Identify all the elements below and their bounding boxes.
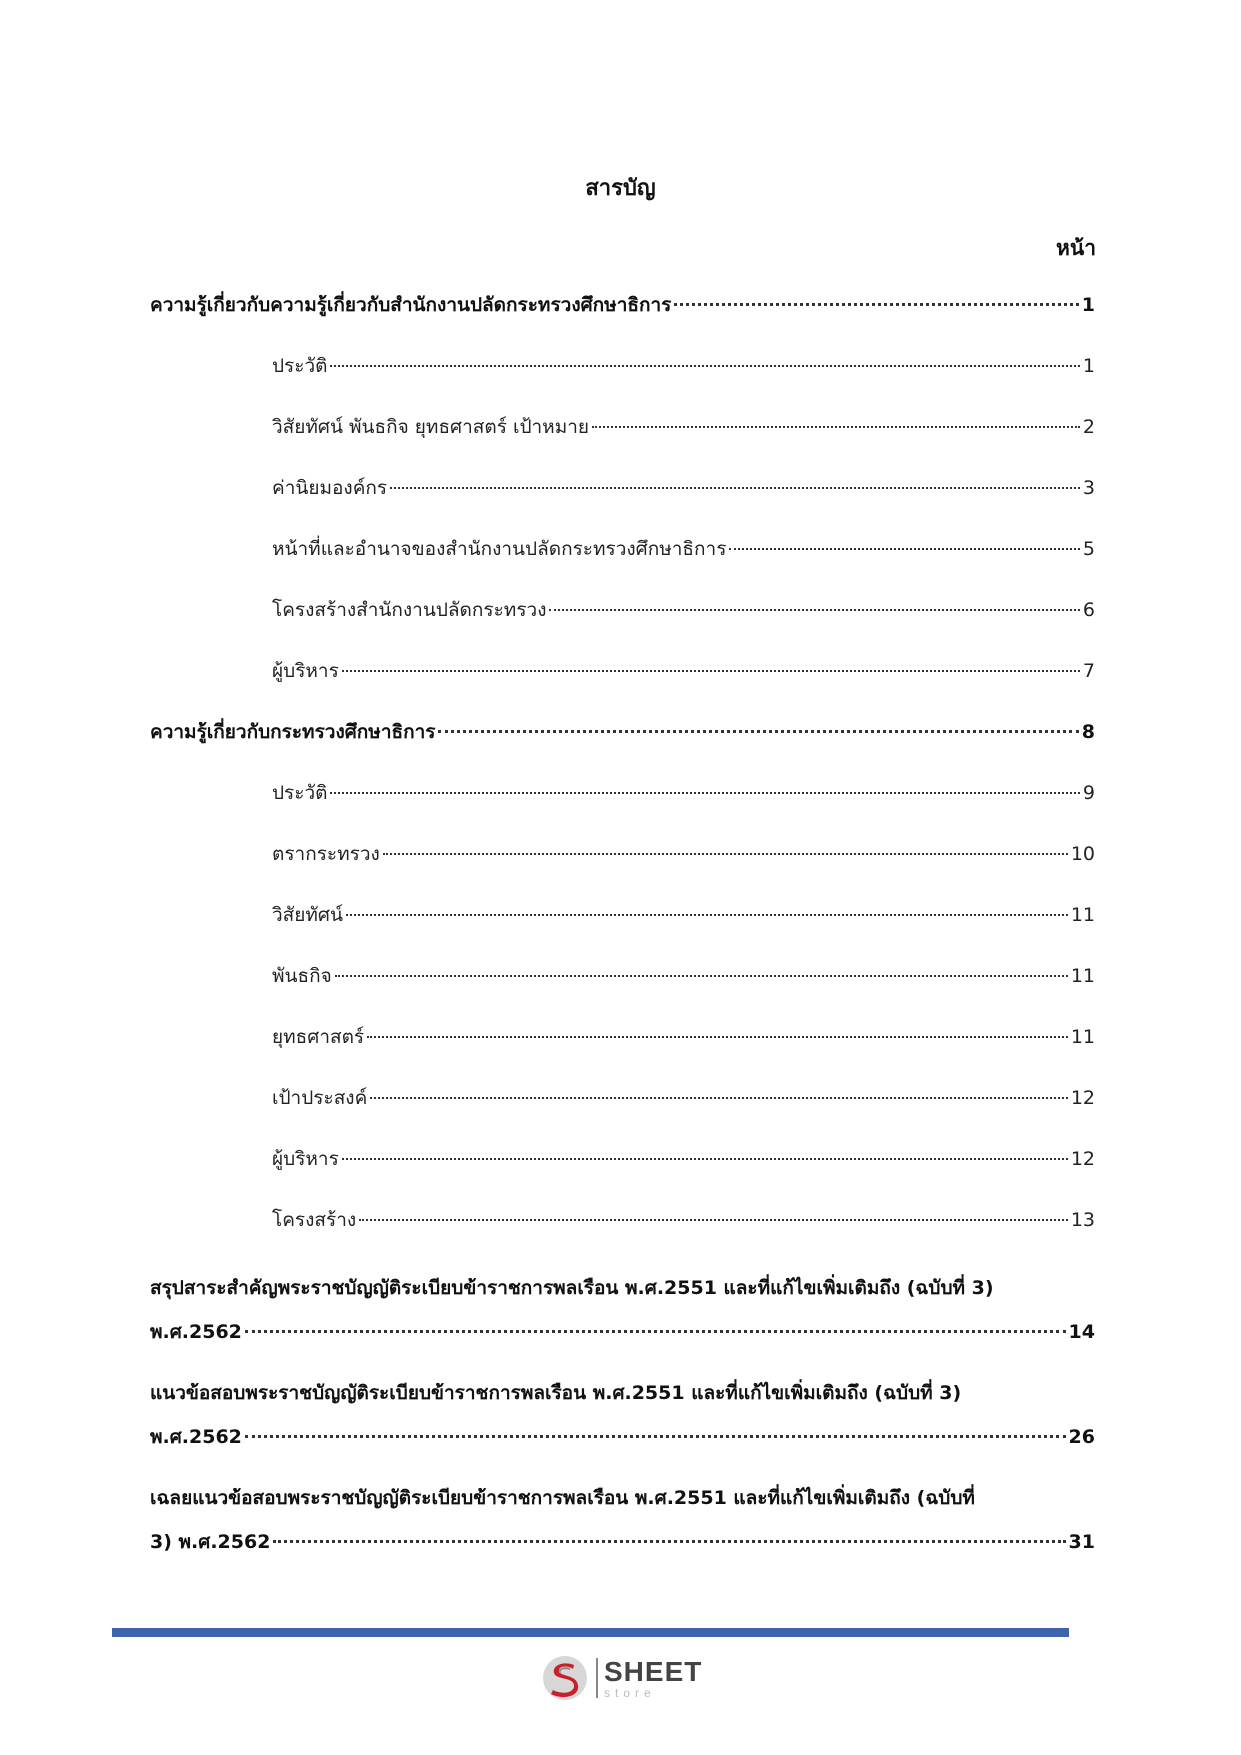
toc-entry-title: ยุทธศาสตร์ [272,1026,365,1048]
toc-dot-leader [383,853,1068,855]
toc-entry-title: ค่านิยมองค์กร [272,477,388,499]
toc-row [150,1310,1095,1354]
toc-dot-leader [370,1097,1068,1099]
toc-page-number: 26 [1068,1426,1095,1448]
toc-page-number: 12 [1070,1087,1095,1109]
toc-row [150,351,1095,412]
toc-entry[interactable] [150,534,1095,595]
toc-entry[interactable] [150,778,1095,839]
toc-entry-title: ประวัติ [272,782,328,804]
toc-entry[interactable] [150,1371,1095,1459]
toc-dot-leader [245,1435,1066,1438]
toc-dot-leader [330,365,1079,367]
toc-row [150,1415,1095,1459]
toc-dot-leader [346,914,1068,916]
page-column-label: หน้า [1056,236,1096,260]
toc-row [150,1205,1095,1266]
toc-entry[interactable] [150,595,1095,656]
toc-entry-title: โครงสร้างสำนักงานปลัดกระทรวง [272,599,547,621]
footer-logo [540,1653,702,1703]
toc-entry-title: วิสัยทัศน์ [272,904,343,926]
toc-entry[interactable] [150,961,1095,1022]
toc-entry[interactable] [150,412,1095,473]
toc-entry-title: สรุปสาระสำคัญพระราชบัญญัติระเบียบข้าราชการพลเรือน พ.ศ.2551 และที่แก้ไขเพิ่มเติมถึง (ฉบับที่ 3) [150,1277,994,1299]
toc-page-number: 11 [1070,904,1095,926]
toc-page-number: 8 [1081,721,1095,743]
toc-entry[interactable] [150,839,1095,900]
toc-dot-leader [330,792,1079,794]
toc-entry-title: เฉลยแนวข้อสอบพระราชบัญญัติระเบียบข้าราชการพลเรือน พ.ศ.2551 และที่แก้ไขเพิ่มเติมถึง (ฉบับที่ [150,1487,975,1509]
toc-row [150,778,1095,839]
toc-page-number: 5 [1082,538,1095,560]
toc-entry-title: หน้าที่และอำนาจของสำนักงานปลัดกระทรวงศึกษาธิการ [272,538,727,560]
toc-entry[interactable] [150,290,1095,351]
toc-page-number: 13 [1070,1209,1095,1231]
toc-row [150,839,1095,900]
toc-entry-title: ความรู้เกี่ยวกับกระทรวงศึกษาธิการ [150,721,436,743]
toc-entry-title: เป้าประสงค์ [272,1087,368,1109]
toc-entry[interactable] [150,1022,1095,1083]
table-of-contents [150,290,1095,1581]
toc-entry-title: พันธกิจ [272,965,332,987]
toc-page-number: 1 [1081,294,1095,316]
logo-brand-main: SHEET [604,1655,703,1687]
toc-row [150,595,1095,656]
toc-row [150,1144,1095,1205]
toc-dot-leader [592,426,1080,428]
logo-brand-sub: store [604,1685,656,1700]
toc-row [150,1083,1095,1144]
toc-row [150,1520,1095,1564]
toc-entry-title: ผู้บริหาร [272,660,339,682]
toc-entry-title: แนวข้อสอบพระราชบัญญัติระเบียบข้าราชการพลเรือน พ.ศ.2551 และที่แก้ไขเพิ่มเติมถึง (ฉบับที่ 3) [150,1382,962,1404]
toc-entry-title: วิสัยทัศน์ พันธกิจ ยุทธศาสตร์ เป้าหมาย [272,416,590,438]
toc-dot-leader [367,1036,1068,1038]
toc-entry[interactable] [150,717,1095,778]
toc-row [150,412,1095,473]
toc-dot-leader [335,975,1068,977]
footer-divider [112,1628,1069,1637]
toc-entry[interactable] [150,900,1095,961]
toc-entry-title: 3) พ.ศ.2562 [150,1531,271,1553]
toc-row [150,534,1095,595]
toc-dot-leader [729,548,1080,550]
toc-entry-title: ผู้บริหาร [272,1148,339,1170]
toc-entry[interactable] [150,1476,1095,1564]
toc-dot-leader [359,1219,1068,1221]
toc-row [150,290,1095,351]
toc-dot-leader [390,487,1080,489]
toc-entry[interactable] [150,1266,1095,1354]
toc-row [150,473,1095,534]
toc-row [150,656,1095,717]
toc-dot-leader [342,670,1080,672]
toc-dot-leader [245,1330,1066,1333]
toc-page-number: 31 [1068,1531,1095,1553]
sheet-store-logo-icon [540,1653,590,1703]
toc-row [150,961,1095,1022]
toc-dot-leader [438,730,1078,733]
logo-separator [596,1658,598,1698]
toc-page-number: 12 [1070,1148,1095,1170]
toc-dot-leader [273,1540,1065,1543]
toc-page-number: 14 [1068,1321,1095,1343]
toc-row [150,717,1095,778]
toc-page-number: 11 [1070,965,1095,987]
toc-page-number: 1 [1082,355,1095,377]
toc-entry[interactable] [150,1144,1095,1205]
toc-entry-title: ประวัติ [272,355,328,377]
toc-page-number: 3 [1082,477,1095,499]
toc-row [150,1022,1095,1083]
toc-dot-leader [674,303,1078,306]
toc-entry[interactable] [150,656,1095,717]
toc-dot-leader [549,609,1079,611]
toc-page-number: 9 [1082,782,1095,804]
toc-entry-title: ตรากระทรวง [272,843,380,865]
toc-page-number: 7 [1082,660,1095,682]
toc-entry[interactable] [150,1083,1095,1144]
toc-entry-title: พ.ศ.2562 [150,1321,242,1343]
toc-entry[interactable] [150,473,1095,534]
toc-page-number: 10 [1070,843,1095,865]
toc-page-number: 11 [1070,1026,1095,1048]
toc-entry[interactable] [150,1205,1095,1266]
toc-dot-leader [342,1158,1068,1160]
toc-row [150,900,1095,961]
toc-entry[interactable] [150,351,1095,412]
toc-page-number: 6 [1082,599,1095,621]
toc-page-number: 2 [1082,416,1095,438]
toc-entry-title: ความรู้เกี่ยวกับความรู้เกี่ยวกับสำนักงานปลัดกระทรวงศึกษาธิการ [150,294,672,316]
page-title: สารบัญ [585,176,656,201]
toc-entry-title: พ.ศ.2562 [150,1426,242,1448]
toc-entry-title: โครงสร้าง [272,1209,357,1231]
